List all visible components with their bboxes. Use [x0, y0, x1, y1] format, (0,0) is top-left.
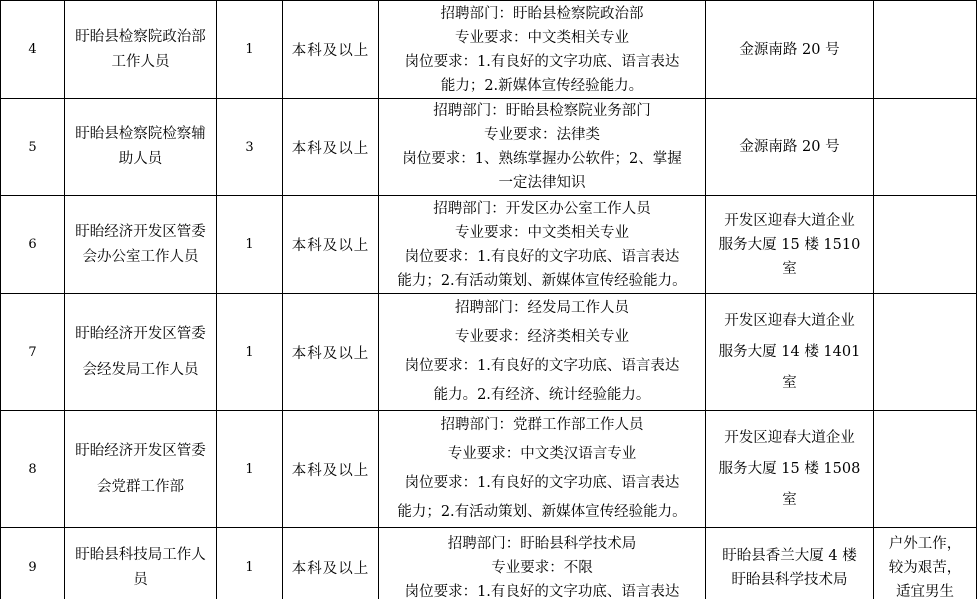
remarks — [874, 1, 977, 99]
row-index: 4 — [1, 1, 65, 99]
work-location: 金源南路 20 号 — [706, 99, 874, 196]
education-requirement: 本科及以上 — [283, 411, 379, 528]
work-location: 盱眙县香兰大厦 4 楼 盱眙县科学技术局 — [706, 528, 874, 599]
row-index: 8 — [1, 411, 65, 528]
position-name: 盱眙经济开发区管委 会经发局工作人员 — [65, 294, 217, 411]
job-requirements: 招聘部门：盱眙县科学技术局 专业要求：不限 岗位要求：1.有良好的文字功底、语言表达 — [379, 528, 706, 599]
table-row — [1, 411, 977, 528]
headcount: 1 — [217, 1, 283, 99]
headcount: 1 — [217, 411, 283, 528]
remarks — [874, 196, 977, 294]
work-location: 开发区迎春大道企业 服务大厦 15 楼 1508 室 — [706, 411, 874, 528]
row-index: 5 — [1, 99, 65, 196]
work-location: 金源南路 20 号 — [706, 1, 874, 99]
row-index: 6 — [1, 196, 65, 294]
work-location: 开发区迎春大道企业 服务大厦 15 楼 1510 室 — [706, 196, 874, 294]
job-requirements: 招聘部门：经发局工作人员 专业要求：经济类相关专业 岗位要求：1.有良好的文字功底、语言表达 能力。2.有经济、统计经验能力。 — [379, 294, 706, 411]
position-name: 盱眙县检察院检察辅 助人员 — [65, 99, 217, 196]
table-row — [1, 528, 977, 599]
position-name: 盱眙经济开发区管委 会党群工作部 — [65, 411, 217, 528]
remarks: 户外工作， 较为艰苦， 适宜男生 — [874, 528, 977, 599]
education-requirement: 本科及以上 — [283, 528, 379, 599]
headcount: 3 — [217, 99, 283, 196]
table-row — [1, 1, 977, 99]
education-requirement: 本科及以上 — [283, 294, 379, 411]
position-name: 盱眙经济开发区管委 会办公室工作人员 — [65, 196, 217, 294]
remarks — [874, 99, 977, 196]
row-index: 7 — [1, 294, 65, 411]
education-requirement: 本科及以上 — [283, 1, 379, 99]
remarks — [874, 294, 977, 411]
education-requirement: 本科及以上 — [283, 99, 379, 196]
row-index: 9 — [1, 528, 65, 599]
education-requirement: 本科及以上 — [283, 196, 379, 294]
job-requirements: 招聘部门：党群工作部工作人员 专业要求：中文类汉语言专业 岗位要求：1.有良好的文字功底、语言表达 能力；2.有活动策划、新媒体宣传经验能力。 — [379, 411, 706, 528]
job-requirements: 招聘部门：盱眙县检察院政治部 专业要求：中文类相关专业 岗位要求：1.有良好的文字功底、语言表达 能力；2.新媒体宣传经验能力。 — [379, 1, 706, 99]
job-requirements: 招聘部门：开发区办公室工作人员 专业要求：中文类相关专业 岗位要求：1.有良好的文字功底、语言表达 能力；2.有活动策划、新媒体宣传经验能力。 — [379, 196, 706, 294]
work-location: 开发区迎春大道企业 服务大厦 14 楼 1401 室 — [706, 294, 874, 411]
remarks — [874, 411, 977, 528]
job-requirements: 招聘部门：盱眙县检察院业务部门 专业要求：法律类 岗位要求：1、熟练掌握办公软件；2、掌握 一定法律知识 — [379, 99, 706, 196]
headcount: 1 — [217, 294, 283, 411]
position-name: 盱眙县检察院政治部 工作人员 — [65, 1, 217, 99]
table-row — [1, 99, 977, 196]
position-name: 盱眙县科技局工作人 员 — [65, 528, 217, 599]
table-row — [1, 196, 977, 294]
table-row — [1, 294, 977, 411]
headcount: 1 — [217, 528, 283, 599]
headcount: 1 — [217, 196, 283, 294]
